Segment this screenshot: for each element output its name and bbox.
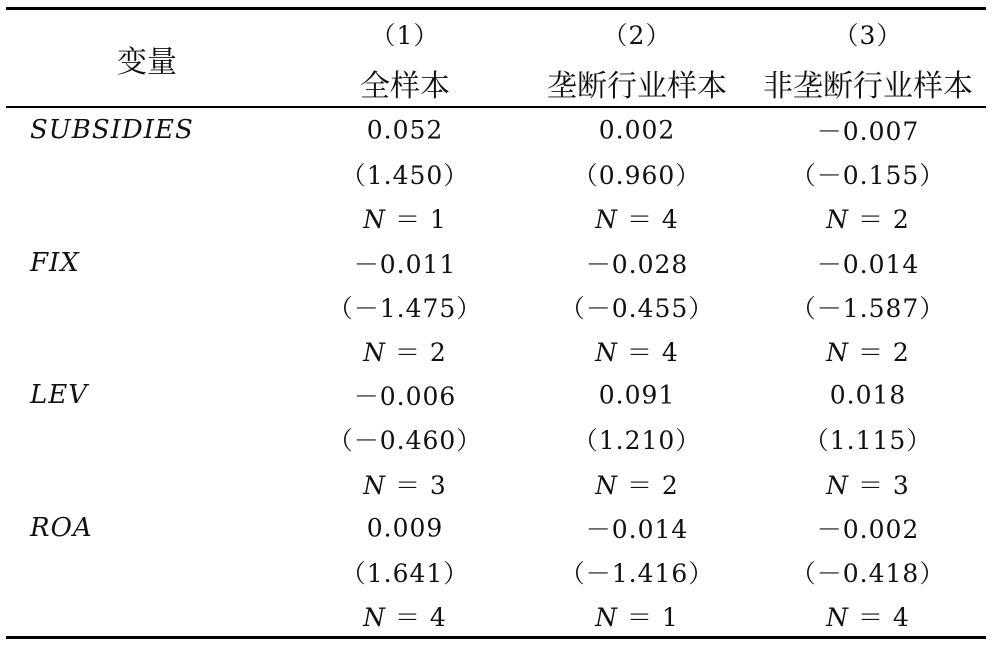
bottom-rule <box>6 636 986 639</box>
variable-name: ROA <box>30 512 93 543</box>
header-rule <box>6 106 986 108</box>
column-name-3: 非垄断行业样本 <box>763 69 973 104</box>
coefficient-cell: －0.014 <box>585 514 689 544</box>
tstat-cell: （－1.587） <box>790 293 946 323</box>
tstat-cell: （0.960） <box>572 161 702 191</box>
coefficient-cell: －0.007 <box>816 117 920 146</box>
observation-count-cell: N ＝ 1 <box>363 205 447 235</box>
top-rule <box>6 7 986 10</box>
variable-name: LEV <box>30 380 89 411</box>
tstat-cell: （1.210） <box>572 426 702 456</box>
observation-count-cell: N ＝ 4 <box>826 603 910 633</box>
column-name-2: 垄断行业样本 <box>547 69 727 104</box>
variable-header: 变量 <box>117 45 177 80</box>
coefficient-cell: －0.006 <box>353 382 457 412</box>
coefficient-cell: 0.091 <box>598 380 676 410</box>
tstat-cell: （－1.416） <box>559 559 715 588</box>
observation-count-cell: N ＝ 3 <box>363 470 447 500</box>
observation-count-cell: N ＝ 4 <box>363 603 447 633</box>
variable-name: SUBSIDIES <box>30 115 194 145</box>
coefficient-cell: 0.009 <box>366 513 444 543</box>
tstat-cell: （－0.418） <box>790 559 946 588</box>
observation-count-cell: N ＝ 2 <box>826 205 910 235</box>
coefficient-cell: －0.011 <box>353 249 457 279</box>
tstat-cell: （－0.460） <box>327 426 483 456</box>
coefficient-cell: －0.002 <box>816 514 920 544</box>
observation-count-cell: N ＝ 1 <box>595 603 679 633</box>
column-number-3: （3） <box>833 21 903 50</box>
variable-name: FIX <box>30 247 80 278</box>
column-name-1: 全样本 <box>360 69 450 104</box>
tstat-cell: （－0.155） <box>790 161 946 191</box>
coefficient-cell: －0.028 <box>585 249 689 279</box>
observation-count-cell: N ＝ 2 <box>595 470 679 500</box>
tstat-cell: （1.115） <box>803 426 933 456</box>
observation-count-cell: N ＝ 2 <box>363 338 447 367</box>
tstat-cell: （1.450） <box>340 161 470 191</box>
tstat-cell: （1.641） <box>340 559 470 588</box>
observation-count-cell: N ＝ 2 <box>826 338 910 367</box>
tstat-cell: （－1.475） <box>327 293 483 323</box>
column-number-2: （2） <box>602 21 672 50</box>
observation-count-cell: N ＝ 4 <box>595 338 679 367</box>
observation-count-cell: N ＝ 4 <box>595 205 679 235</box>
tstat-cell: （－0.455） <box>559 293 715 323</box>
coefficient-cell: －0.014 <box>816 249 920 279</box>
coefficient-cell: 0.002 <box>598 115 676 145</box>
coefficient-cell: 0.052 <box>366 115 444 145</box>
coefficient-cell: 0.018 <box>829 380 907 410</box>
observation-count-cell: N ＝ 3 <box>826 470 910 500</box>
column-number-1: （1） <box>370 21 440 50</box>
